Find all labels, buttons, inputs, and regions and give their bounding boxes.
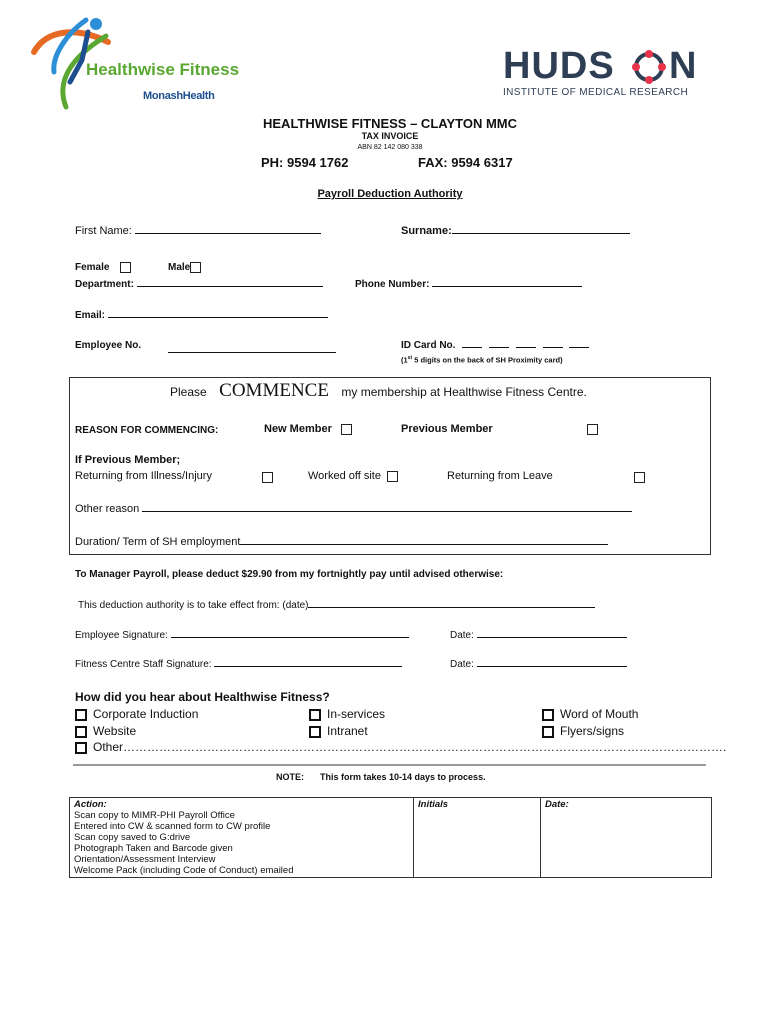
hudson-molecule-icon — [631, 49, 667, 85]
employee-signature-label: Employee Signature: — [75, 630, 171, 641]
commence-section — [69, 377, 711, 555]
option-corporate-induction[interactable] — [75, 707, 198, 721]
action-item: Entered into CW & scanned form to CW profile — [74, 821, 271, 832]
initials-header: Initials — [418, 799, 449, 810]
staff-date-label: Date: — [450, 659, 477, 670]
action-header: Action: — [74, 799, 107, 810]
other-reason-line — [142, 510, 632, 512]
previous-member-checkbox[interactable] — [587, 424, 598, 435]
survey-question: How did you hear about Healthwise Fitness? — [75, 690, 330, 704]
corporate-label: Corporate Induction — [93, 707, 199, 721]
employee-date-label: Date: — [450, 630, 477, 641]
staff-signature-field[interactable] — [75, 659, 402, 670]
returning-leave-label: Returning from Leave — [447, 470, 553, 482]
actions-cell — [70, 798, 414, 878]
worked-off-site-label: Worked off site — [308, 470, 381, 482]
corporate-checkbox[interactable] — [75, 709, 87, 721]
employee-date-line — [477, 636, 627, 638]
staff-signature-line — [214, 665, 402, 667]
id-card-digit-line — [462, 346, 482, 348]
other-label: Other……………………………………………………………………………………………………………………………………. — [93, 740, 727, 754]
employee-no-label: Employee No. — [75, 340, 142, 351]
department-field[interactable] — [75, 279, 323, 290]
department-line — [137, 285, 323, 287]
id-card-note: (1st 5 digits on the back of SH Proximity card) — [401, 355, 563, 365]
effect-date-field[interactable] — [78, 600, 595, 611]
employee-no-line[interactable] — [168, 351, 336, 353]
male-label: Male — [168, 262, 191, 274]
employee-signature-field[interactable] — [75, 630, 409, 641]
monash-wordmark: MonashHealth — [143, 90, 215, 102]
abn-number: ABN 82 142 080 338 — [357, 144, 423, 151]
date-cell[interactable] — [541, 798, 712, 878]
option-intranet[interactable] — [309, 724, 368, 738]
id-card-digit-line — [489, 346, 509, 348]
phone-line: PH: 9594 1762 — [261, 155, 349, 170]
intranet-checkbox[interactable] — [309, 726, 321, 738]
previous-member-label: Previous Member — [401, 423, 493, 435]
reason-label: REASON FOR COMMENCING: — [75, 425, 219, 436]
phone-number-line — [432, 285, 582, 287]
commence-heading — [170, 380, 587, 402]
initials-cell[interactable] — [414, 798, 541, 878]
id-card-label: ID Card No. — [401, 340, 456, 351]
new-member-checkbox[interactable] — [341, 424, 352, 435]
staff-date-field[interactable] — [450, 659, 627, 670]
returning-leave-checkbox[interactable] — [634, 472, 645, 483]
worked-off-site-checkbox[interactable] — [387, 471, 398, 482]
female-label: Female — [75, 262, 110, 274]
form-heading: HEALTHWISE FITNESS – CLAYTON MMC — [263, 116, 517, 131]
phone-number-label: Phone Number: — [355, 279, 433, 290]
website-label: Website — [93, 724, 137, 738]
please-word: Please — [170, 385, 207, 399]
effect-date-line — [308, 606, 595, 608]
id-card-field[interactable] — [401, 340, 589, 351]
commence-rest: my membership at Healthwise Fitness Centre. — [341, 385, 587, 399]
hudson-wordmark: HUDS — [503, 45, 615, 87]
id-card-digit-line — [516, 346, 536, 348]
first-name-label: First Name: — [75, 225, 135, 237]
employee-date-field[interactable] — [450, 630, 627, 641]
surname-line — [452, 232, 630, 234]
duration-line — [240, 543, 608, 545]
option-other[interactable] — [75, 740, 727, 754]
worked-off-site-option[interactable] — [308, 470, 398, 482]
duration-field[interactable] — [75, 536, 608, 548]
action-item: Orientation/Assessment Interview — [74, 854, 216, 865]
male-option[interactable] — [168, 262, 201, 273]
female-option[interactable] — [75, 262, 131, 273]
other-reason-label: Other reason — [75, 503, 143, 515]
healthwise-logo — [26, 12, 256, 110]
other-checkbox[interactable] — [75, 742, 87, 754]
hudson-logo — [503, 44, 708, 102]
first-name-field[interactable] — [75, 225, 321, 237]
department-label: Department: — [75, 279, 137, 290]
if-previous-label: If Previous Member; — [75, 454, 181, 466]
commence-word: COMMENCE — [219, 380, 329, 401]
option-in-services[interactable] — [309, 707, 385, 721]
action-item: Scan copy saved to G:drive — [74, 832, 191, 843]
flyers-checkbox[interactable] — [542, 726, 554, 738]
form-title: Payroll Deduction Authority — [317, 188, 463, 200]
other-reason-field[interactable] — [75, 503, 632, 515]
surname-field[interactable] — [401, 225, 630, 237]
id-card-digit-line — [569, 346, 589, 348]
website-checkbox[interactable] — [75, 726, 87, 738]
new-member-option[interactable] — [264, 423, 352, 435]
hudson-subtitle: INSTITUTE OF MEDICAL RESEARCH — [503, 87, 689, 98]
email-line — [108, 316, 328, 318]
phone-number-field[interactable] — [355, 279, 582, 290]
new-member-label: New Member — [264, 423, 332, 435]
id-card-digit-line — [543, 346, 563, 348]
option-flyers-signs[interactable] — [542, 724, 624, 738]
note-text: This form takes 10-14 days to process. — [320, 772, 486, 782]
fax-line: FAX: 9594 6317 — [418, 155, 513, 170]
word-of-mouth-label: Word of Mouth — [560, 707, 639, 721]
in-services-checkbox[interactable] — [309, 709, 321, 721]
effect-date-label: This deduction authority is to take effect from: (date) — [78, 600, 309, 611]
action-item: Photograph Taken and Barcode given — [74, 843, 233, 854]
flyers-label: Flyers/signs — [560, 724, 625, 738]
returning-illness-checkbox[interactable] — [262, 472, 273, 483]
female-checkbox[interactable] — [120, 262, 131, 273]
section-divider — [73, 764, 706, 766]
male-checkbox[interactable] — [190, 262, 201, 273]
payroll-instruction: To Manager Payroll, please deduct $29.90 from my fortnightly pay until advised otherwise: — [75, 569, 504, 580]
in-services-label: In-services — [327, 707, 386, 721]
surname-label: Surname: — [401, 225, 452, 237]
note-label: NOTE: — [276, 772, 304, 782]
word-of-mouth-checkbox[interactable] — [542, 709, 554, 721]
hudson-wordmark-end: N — [669, 45, 697, 87]
returning-illness-label: Returning from Illness/Injury — [75, 470, 212, 482]
tax-invoice-label: TAX INVOICE — [361, 131, 419, 141]
action-item: Welcome Pack (including Code of Conduct) emailed — [74, 865, 294, 876]
actions-table — [69, 797, 712, 878]
option-website[interactable] — [75, 724, 136, 738]
duration-label: Duration/ Term of SH employment — [75, 536, 241, 548]
first-name-line — [135, 232, 321, 234]
staff-signature-label: Fitness Centre Staff Signature: — [75, 659, 215, 670]
table-row — [70, 798, 712, 878]
employee-signature-line — [171, 636, 409, 638]
healthwise-wordmark: Healthwise Fitness — [86, 60, 240, 79]
email-field[interactable] — [75, 310, 328, 321]
action-item: Scan copy to MIMR-PHI Payroll Office — [74, 810, 235, 821]
date-header: Date: — [545, 799, 569, 810]
staff-date-line — [477, 665, 627, 667]
option-word-of-mouth[interactable] — [542, 707, 638, 721]
intranet-label: Intranet — [327, 724, 368, 738]
email-label: Email: — [75, 310, 108, 321]
